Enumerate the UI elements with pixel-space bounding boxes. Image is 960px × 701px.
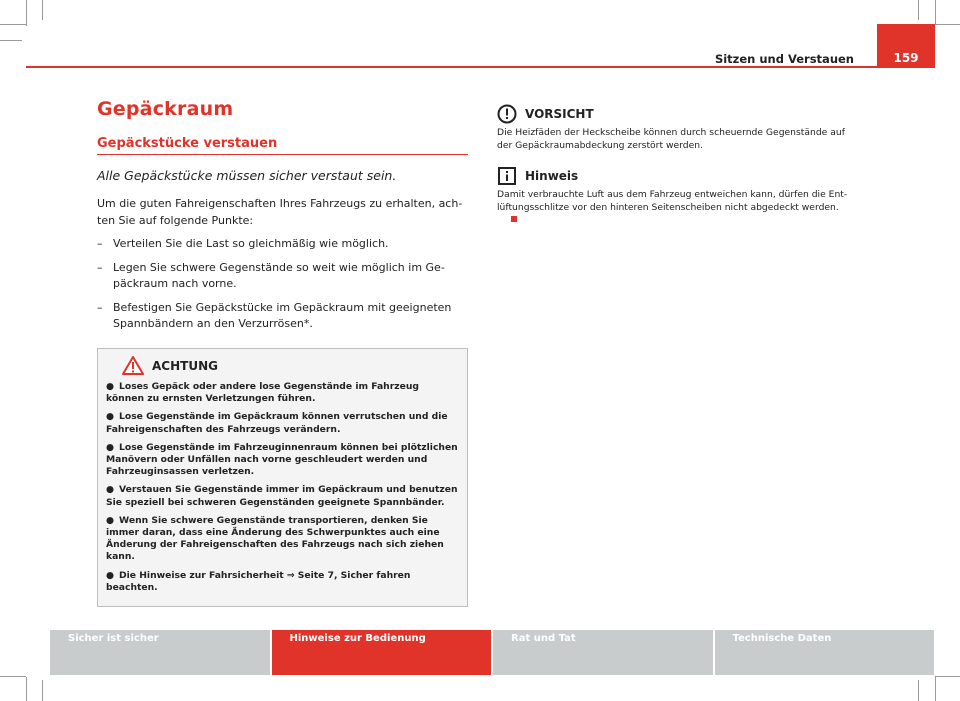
crop-mark [935, 676, 960, 677]
crop-mark [935, 24, 960, 25]
footer-tab-sicher-ist-sicher[interactable]: Sicher ist sicher [50, 630, 270, 675]
caution-icon [497, 104, 517, 124]
crop-mark [42, 680, 43, 701]
main-column [97, 98, 468, 607]
crop-mark [0, 24, 26, 25]
instruction-list [97, 236, 468, 332]
lead-sentence: Alle Gepäckstücke müssen sicher verstaut sein. [97, 168, 397, 183]
crop-mark [26, 677, 27, 701]
warning-item: ● Die Hinweise zur Fahrsicherheit ⇒ Seite 7, Sicher fahren beachten. [106, 569, 411, 593]
page-number: 159 [877, 24, 935, 68]
warning-item: ● Lose Gegenstände im Fahrzeuginnenraum können bei plötzlichen Manövern oder Unfällen nach vorne geschleudert werden und Fahrzeuginsassen verletzen. [106, 441, 458, 478]
footer-tab-rat-und-tat[interactable]: Rat und Tat [493, 630, 713, 675]
caution-text: Die Heizfäden der Heckscheibe können durch scheuernde Gegenstände auf der Gepäckraumabdeckung zerstört werden. [497, 127, 845, 151]
warning-box [97, 348, 468, 607]
warning-item: ● Wenn Sie schwere Gegenstände transportieren, denken Sie immer daran, dass eine Änderung des Schwerpunktes auch eine Änderung der Fahreigenschaften des Fahrzeugs nach sich ziehen kann. [106, 514, 444, 563]
crop-mark [26, 0, 27, 26]
footer-nav [50, 630, 934, 675]
warning-item: ● Loses Gepäck oder andere lose Gegenstände im Fahrzeug können zu ernsten Verletzungen führen. [106, 381, 419, 405]
warning-title: ACHTUNG [152, 358, 218, 373]
crop-mark [42, 0, 43, 20]
crop-mark [0, 40, 22, 41]
section-title: Gepäckstücke verstauen [97, 136, 468, 155]
footer-tab-hinweise-zur-bedienung[interactable]: Hinweise zur Bedienung [272, 630, 492, 675]
crop-mark [935, 0, 936, 24]
warning-item: ● Verstauen Sie Gegenstände immer im Gepäckraum und benutzen Sie speziell bei schweren Gegenständen geeignete Spannbänder. [106, 484, 458, 508]
list-item: – Legen Sie schwere Gegenstände so weit wie möglich im Gepäckraum nach vorne. [97, 261, 445, 290]
intro-paragraph: Um die guten Fahreigenschaften Ihres Fahrzeugs zu erhalten, achten Sie auf folgende Punkte: [97, 197, 463, 227]
list-item: – Befestigen Sie Gepäckstücke im Gepäckraum mit geeigneten Spannbändern an den Verzurrösen*. [97, 301, 452, 330]
caution-note [497, 104, 857, 152]
header-rule [26, 66, 935, 68]
warning-item: ● Lose Gegenstände im Gepäckraum können verrutschen und die Fahreigenschaften des Fahrzeugs verändern. [106, 411, 448, 435]
footer-tab-technische-daten[interactable]: Technische Daten [715, 630, 935, 675]
crop-mark [918, 0, 919, 20]
info-icon [497, 166, 517, 186]
hint-text: Damit verbrauchte Luft aus dem Fahrzeug entweichen kann, dürfen die Entlüftungsschlitze vor den hinteren Seitenscheiben nicht abgedeckt werden. [497, 189, 857, 227]
side-column [497, 104, 857, 241]
hint-note [497, 166, 857, 227]
chapter-title: Gepäckraum [97, 98, 234, 120]
crop-mark [918, 680, 919, 701]
crop-mark [0, 676, 26, 677]
hint-title: Hinweis [525, 169, 579, 183]
caution-title: VORSICHT [525, 107, 594, 121]
end-of-section-marker [511, 216, 517, 222]
list-item: – Verteilen Sie die Last so gleichmäßig wie möglich. [97, 237, 389, 250]
warning-triangle-icon [122, 356, 144, 375]
running-header-title: Sitzen und Verstauen [714, 52, 854, 66]
crop-mark [935, 677, 936, 701]
